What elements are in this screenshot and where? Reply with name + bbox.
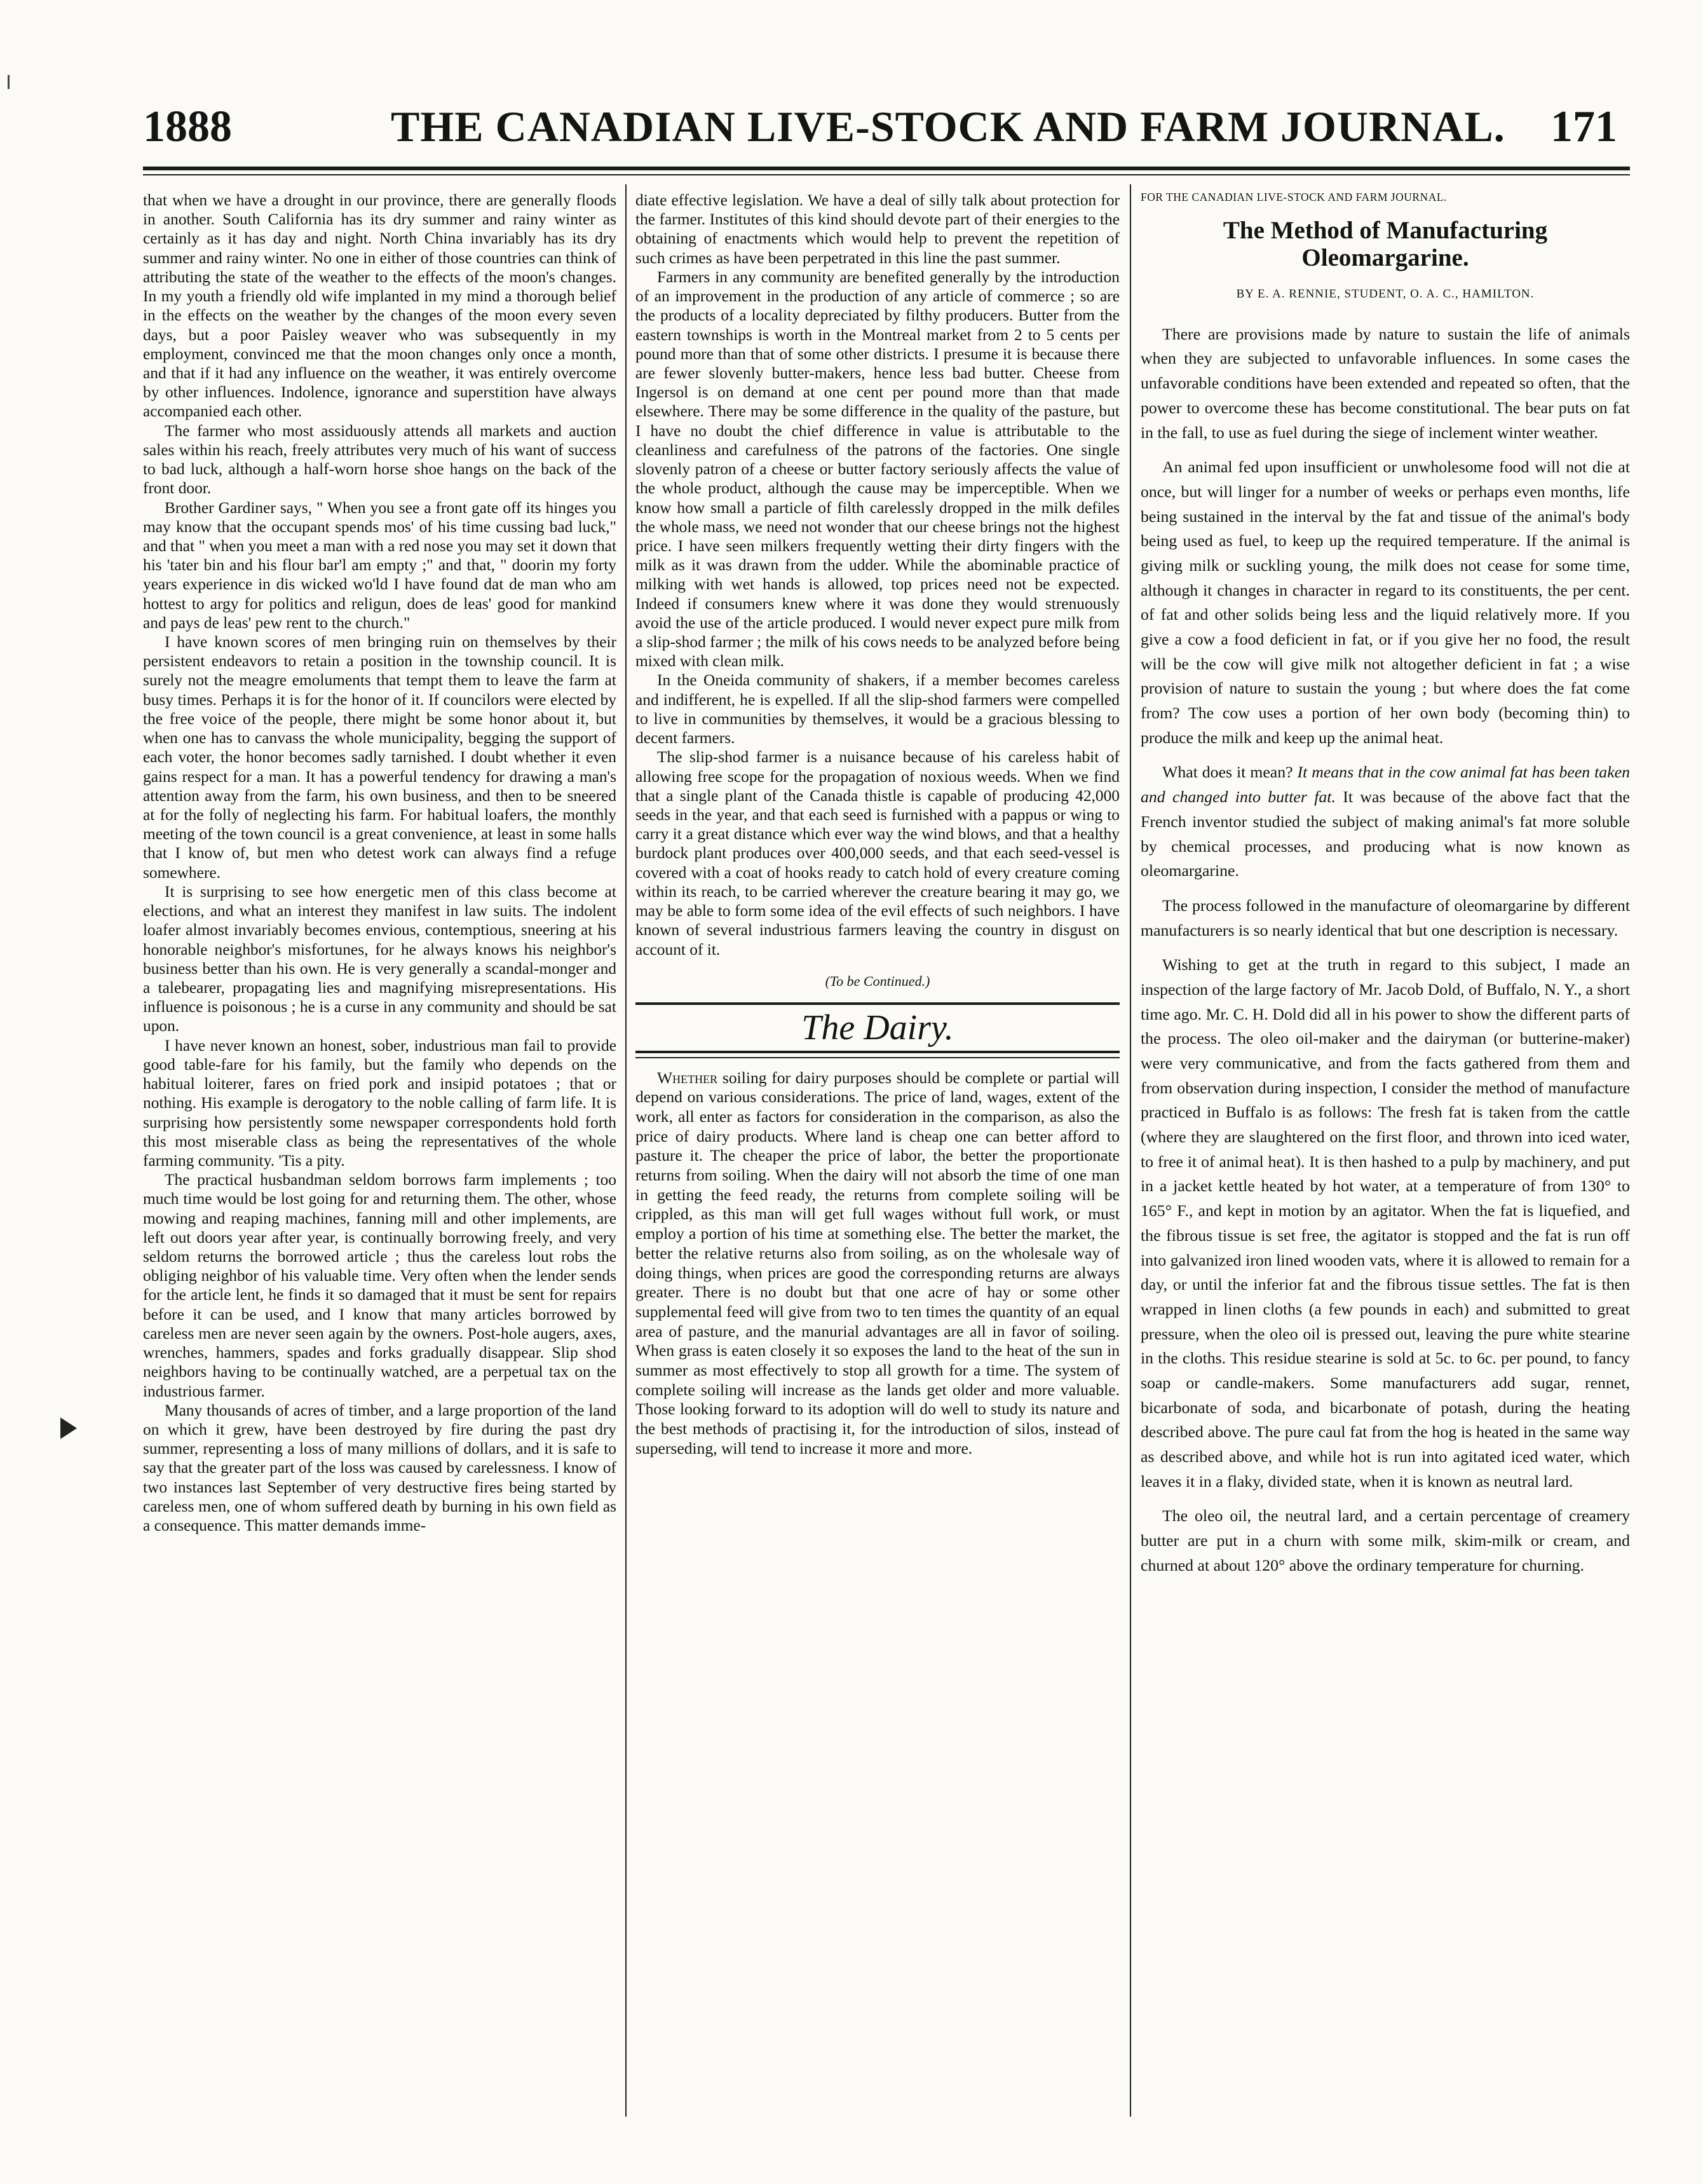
paragraph: Farmers in any community are benefited generally by the introduction of an improvement in the production of any article of commerce ; so are the products of a locality depreciated by filthy producers. Butter from the eastern townships is worth in the Montreal market from 2 to 5 cents per pound more than that of some other districts. I presume it is because there are fewer slovenly butter-makers, hence less bad butter. Cheese from Ingersol is on demand at one cent per pound more than that made elsewhere. There may be some difference in the quality of the pasture, but I have no doubt the chief difference in value is attributable to the cleanliness and carefulness of the patrons of the factories. One single slovenly patron of a cheese or butter factory seriously affects the value of the whole product, although the cause may be imperceptible. When we know how small a particle of filth carelessly dropped in the milk defiles the whole mass, we need not wonder that our cheese brings not the highest price. I have seen milkers frequently wetting their dirty fingers with the milk as it was drawn from the udder. While the abominable practice of milking with wet hands is allowed, top prices need not be expected. Indeed if consumers knew where it was done they would strenuously avoid the use of the article produced. I would never expect pure milk from a slip-shod farmer ; the milk of his cows needs to be analyzed before being mixed with clean milk. xyxy=(635,268,1120,671)
paragraph: I have never known an honest, sober, industrious man fail to provide good table-fare for his family, but the family who depends on the habitual loiterer, fares on fried pork and insipid potatoes ; that or nothing. His example is derogatory to the noble calling of farm life. It is surprising how persistently some newspaper correspondents hold forth this most miserable class as being the representatives of the whole farming community. 'Tis a pity. xyxy=(143,1036,616,1170)
dairy-lead-word: Whether xyxy=(657,1068,718,1087)
paragraph: I have known scores of men bringing ruin on themselves by their persistent endeavors to retain a position in the township council. It is surely not the meagre emoluments that tempt them to leave the farm at busy times. Perhaps it is for the honor of it. If councilors were elected by the free voice of the people, there might be some honor about it, but when one has to canvass the whole municipality, begging the support of each voter, the honor becomes sadly tarnished. I doubt whether it even gains respect for a man. It has a powerful tendency for drawing a man's attention away from the farm, his own business, and then to be sneered at for the folly of neglecting his farm. For habitual loafers, the monthly meeting of the town council is a great convenience, at least in some halls that I know of, but men who detest work can always find a refuge somewhere. xyxy=(143,633,616,882)
column-2 xyxy=(635,191,1120,2117)
section-rule xyxy=(635,1057,1120,1058)
paragraph: An animal fed upon insufficient or unwholesome food will not die at once, but will linger for a number of weeks or perhaps even months, life being sustained in the interval by the fat and tissue of the animal's body being used as fuel, to keep up the required temperature. If the animal is giving milk or suckling young, the milk does not cease for some time, although it changes in character in regard to its constituents, the per cent. of fat and other solids being less and the liquid relatively more. If you give a cow a food deficient in fat, or if you give her no food, the result will be the cow will give milk not altogether deficient in fat ; a wise provision of nature to sustain the young ; but where does the fat come from? The cow uses a portion of her own body (becoming thin) to produce the milk and keep up the animal heat. xyxy=(1141,458,1630,747)
question-lead: What does it mean? xyxy=(1162,763,1293,782)
paragraph: The practical husbandman seldom borrows farm implements ; too much time would be lost going for and returning them. The other, whose mowing and reaping machines, fanning mill and other implements, are left out doors year after year, is continually borrowing freely, and very seldom returns the borrowed article ; thus the careless lout robs the obliging neighbor of his valuable time. Very often when the lender sends for the article lent, he finds it so damaged that it must be sent for repairs before it can be used, and I know that many articles borrowed by careless men are never seen again by the owners. Post-hole augers, axes, wrenches, hammers, spades and forks gradually disappear. Slip shod neighbors having to be continually watched, are a perpetual tax on the industrious farmer. xyxy=(143,1171,616,1400)
header-rule-thick xyxy=(143,167,1630,170)
page-header xyxy=(143,102,1630,159)
question-answer: It means that in the cow animal fat has been taken and changed into butter fat. xyxy=(1141,763,1630,807)
margin-arrow-icon xyxy=(60,1417,77,1439)
journal-title: THE CANADIAN LIVE-STOCK AND FARM JOURNAL. xyxy=(391,102,1505,151)
column-divider xyxy=(1130,184,1131,2117)
column-divider xyxy=(625,184,627,2117)
paragraph: Wishing to get at the truth in regard to this subject, I made an inspection of the large factory of Mr. Jacob Dold, of Buffalo, N. Y., a short time ago. Mr. C. H. Dold did all in his power to show the different parts of the process. The oleo oil-maker and the dairyman (or butterine-maker) were very communicative, and from the facts gathered from them and from observation during inspection, I consider the method of manufacture practiced in Buffalo is as follows: The fresh fat is taken from the cattle (where they are slaughtered on the first floor, and thrown into iced water, to free it of animal heat). It is then hashed to a pulp by machinery, and put in a jacket kettle heated by hot water, at a temperature of from 130° to 165° F., and kept in motion by an agitator. When the fat is liquefied, and the fibrous tissue is set free, the agitator is stopped and the fat is run off into galvanized iron lined wooden vats, where it is allowed to remain for a day, or until the inferior fat and the fibrous tissue settles. The fat is then wrapped in linen cloths (a few pounds in each) and submitted to great pressure, when the oleo oil is pressed out, leaving the pure white stearine in the cloths. This residue stearine is sold at 5c. to 6c. per pound, to fancy soap or candle-makers. Some manufacturers add sugar, rennet, bicarbonate of soda, and bicarbonate of potash, during the heating described above. The pure caul fat from the hog is heated in the same way as described above, and while hot is run into agitated iced water, which leaves it in a flaky, divided state, when it is known as neutral lard. xyxy=(1141,955,1630,1491)
article-body xyxy=(1141,322,1630,1578)
paragraph: The farmer who most assiduously attends all markets and auction sales within his reach, freely attributes very much of his want of success to bad luck, although a half-worn horse shoe hangs on the back of the front door. xyxy=(143,421,616,498)
paragraph: Brother Gardiner says, " When you see a front gate off its hinges you may know that the occupant spends mos' of his time cussing bad luck," and that " when you meet a man with a red nose you may set it down that his 'tater bin and his flour bar'l am empty ;" and that, " doorin my forty years experience in dis wicked wo'ld I have found dat de man who am hottest to argy for politics and religun, does de leas' good for mankind and pays de leas' pew rent to the church." xyxy=(143,498,616,632)
column-3 xyxy=(1141,191,1630,2117)
page-number: 171 xyxy=(1550,102,1617,151)
paragraph: The oleo oil, the neutral lard, and a certain percentage of creamery butter are put in a churn with some milk, skim-milk or cream, and churned at about 120° above the ordinary temperature for churning. xyxy=(1141,1506,1630,1574)
dairy-article xyxy=(635,1068,1120,1459)
section-rule xyxy=(635,1051,1120,1053)
paragraph xyxy=(1141,760,1630,883)
paragraph: There are provisions made by nature to sustain the life of animals when they are subjected to unfavorable influences. In some cases the unfavorable conditions have been extended and repeated so often, that the power to overcome these has become constitutional. The bear puts on fat in the fall, to use as fuel during the siege of inclement winter weather. xyxy=(1141,324,1630,442)
dairy-section-heading: The Dairy. xyxy=(801,1007,954,1048)
paragraph: It is surprising to see how energetic men of this class become at elections, and what an interest they manifest in law suits. The indolent loafer almost invariably becomes envious, contemptious, sneering at his honorable neighbor's misfortunes, for he always knows his neighbor's business better than his own. He is very generally a scandal-monger and a talebearer, propagating lies and magnifying misrepresentations. His influence is poisonous ; he is a curse in any community and should be sat upon. xyxy=(143,882,616,1035)
paragraph: Many thousands of acres of timber, and a large proportion of the land on which it grew, have been destroyed by fire during the past dry summer, representing a loss of many millions of dollars, and it is safe to say that the greater part of the loss was caused by carelessness. I know of two instances last September of very destructive fires being started by careless men, one of whom suffered death by burning in his own field as a consequence. This matter demands imme- xyxy=(143,1401,616,1535)
paragraph-text: It was because of the above fact that the French inventor studied the subject of making animal's fat more soluble by chemical processes, and producing what is now known as oleomargarine. xyxy=(1141,788,1630,880)
paragraph: diate effective legislation. We have a deal of silly talk about protection for the farmer. Institutes of this kind should devote part of their energies to the obtaining of enactments which would help to prevent the repetition of such crimes as have been perpetrated in this line the past summer. xyxy=(635,191,1120,267)
column-1 xyxy=(143,191,616,2117)
paragraph: In the Oneida community of shakers, if a member becomes careless and indifferent, he is expelled. If all the slip-shod farmers were compelled to live in communities by themselves, it would be a gracious blessing to decent farmers. xyxy=(635,671,1120,747)
article-title: The Method of Manufacturing Oleomargarine. xyxy=(1223,216,1548,272)
paragraph: that when we have a drought in our province, there are generally floods in another. South California has its dry summer and rainy winter as certainly as it has day and night. North China invariably has its dry summer and rainy winter. No one in either of those countries can think of attributing the state of the weather to the effects of the moon's changes. In my youth a friendly old wife implanted in my mind a thorough belief in the effects on the weather by the changes of the moon every seven days, but a poor Paisley weaver who was subsequently in my employment, convinced me that the moon changes only once a month, and that if it had any influence on the weather, it was entirely overcome by other influences. Indolence, ignorance and superstition have always accompanied each other. xyxy=(143,191,616,421)
dairy-text: soiling for dairy purposes should be complete or partial will depend on various considerations. The price of land, wages, extent of the work, all enter as factors for consideration in the comparison, as also the price of dairy products. Where land is cheap one can better afford to pasture it. The cheaper the price of labor, the better the proportionate returns from soiling. When the dairy will not absorb the time of one man in getting the feed ready, the returns from complete soiling will be crippled, as this man will get full wages without full work, or must employ a portion of his time at something else. The better the market, the better the relative returns also from soiling, as on the wholesale way of doing things, when prices are good the corresponding returns are always greater. There is no doubt but that one acre of hay or some other supplemental feed will give from two to ten times the quantity of an equal area of pasture, and the manurial advantages are all in favor of soiling. When grass is eaten closely it so exposes the land to the heat of the sun in summer as most effectively to stop all growth for a time. The system of complete soiling will increase as the lands get older and more valuable. Those looking forward to its adoption will do well to study its nature and the best methods of practising it, for the introduction of silos, instead of superseding, will tend to increase it more and more. xyxy=(635,1068,1120,1457)
article-byline: BY E. A. RENNIE, STUDENT, O. A. C., HAMILTON. xyxy=(1236,287,1535,301)
dairy-paragraph xyxy=(635,1068,1120,1459)
header-year: 1888 xyxy=(143,102,232,151)
article-source-line: FOR THE CANADIAN LIVE-STOCK AND FARM JOURNAL. xyxy=(1141,191,1447,203)
paragraph: The slip-shod farmer is a nuisance because of his careless habit of allowing free scope for the propagation of noxious weeds. When we find that a single plant of the Canada thistle is capable of producing 42,000 seeds in the year, and that each seed is furnished with a pappus or wing to carry it a great distance which ever way the wind blows, and that a healthy burdock plant produces over 400,000 seeds, and that each seed-vessel is covered with a coat of hooks ready to catch hold of every creature coming within its reach, to be carried wherever the creature bearing it may go, we may be able to form some idea of the evil effects of such neighbors. I have known of several industrious farmers leaving the country in disgust on account of it. xyxy=(635,748,1120,959)
section-rule xyxy=(635,1002,1120,1005)
continued-note: (To be Continued.) xyxy=(825,973,930,989)
margin-mark xyxy=(8,75,10,89)
paragraph: The process followed in the manufacture of oleomargarine by different manufacturers is so nearly identical that but one description is necessary. xyxy=(1141,896,1630,939)
header-rule-thin xyxy=(143,174,1630,175)
